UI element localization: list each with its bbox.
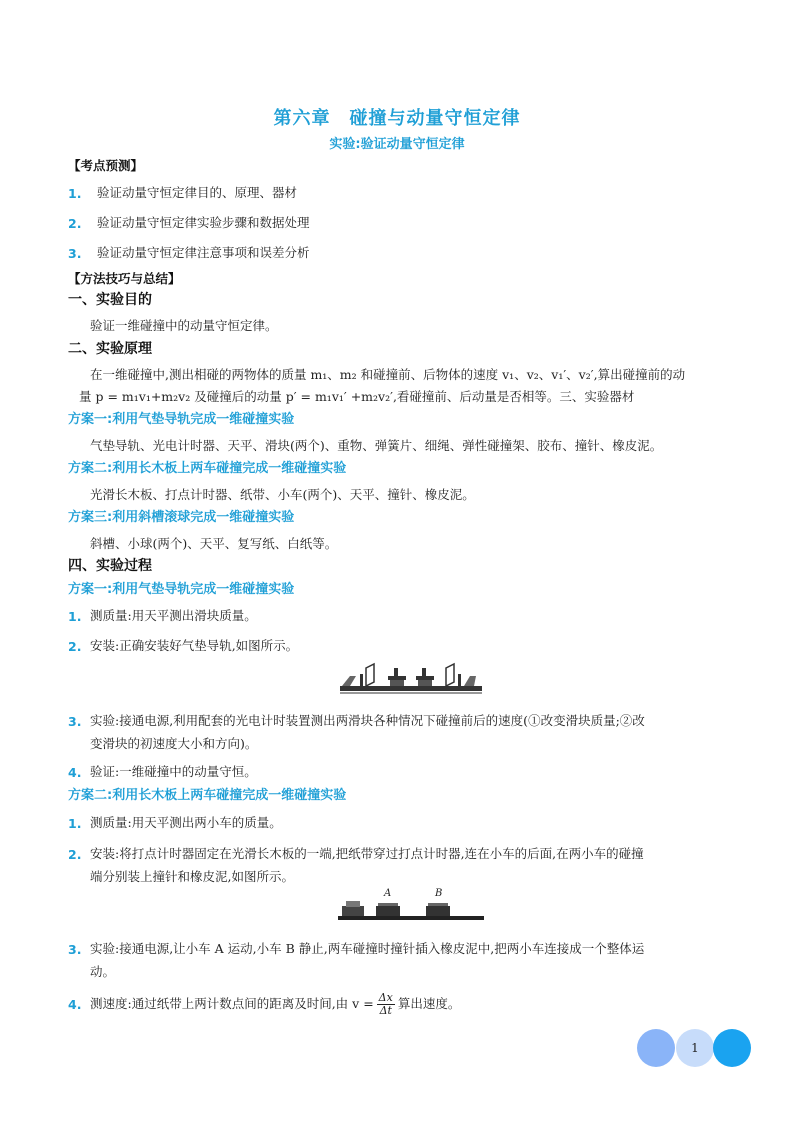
- plan1-step-3: 实验:接通电源,利用配套的光电计时装置测出两滑块各种情况下碰撞前后的速度(①改变滑块质量;②改: [90, 713, 645, 728]
- carts-figure: [338, 888, 484, 924]
- prediction-item-2: 验证动量守恒定律实验步骤和数据处理: [97, 215, 310, 230]
- equipment-plan-2-text: 光滑长木板、打点计时器、纸带、小车(两个)、天平、撞针、橡皮泥。: [90, 487, 475, 502]
- plan2-step-num-1: 1.: [68, 816, 82, 831]
- process-plan-2-title: 方案二:利用长木板上两车碰撞完成一维碰撞实验: [68, 788, 347, 803]
- purpose-text: 验证一维碰撞中的动量守恒定律。: [90, 318, 278, 333]
- plan1-step-2: 安装:正确安装好气垫导轨,如图所示。: [90, 638, 299, 653]
- principle-heading: 二、实验原理: [68, 341, 152, 357]
- page-deco-circle-left: [637, 1029, 675, 1067]
- prediction-num-3: 3.: [68, 246, 82, 261]
- plan1-step-1: 测质量:用天平测出滑块质量。: [90, 608, 257, 623]
- cart-b-label: B: [435, 888, 443, 899]
- plan2-step-num-2: 2.: [68, 847, 82, 862]
- page-number: 1: [691, 1041, 699, 1055]
- plan2-step-num-4: 4.: [68, 997, 82, 1012]
- plan1-step-3-cont: 变滑块的初速度大小和方向)。: [90, 736, 258, 751]
- prediction-item-3: 验证动量守恒定律注意事项和误差分析: [97, 245, 310, 260]
- plan2-step-num-3: 3.: [68, 942, 82, 957]
- plan2-step-4-text-after: 算出速度。: [397, 996, 461, 1011]
- process-heading: 四、实验过程: [68, 558, 152, 574]
- plan1-step-num-4: 4.: [68, 765, 82, 780]
- equipment-plan-3-text: 斜槽、小球(两个)、天平、复写纸、白纸等。: [90, 536, 338, 551]
- plan1-step-num-2: 2.: [68, 639, 82, 654]
- plan2-step-4-text-before: 测速度:通过纸带上两计数点间的距离及时间,由 v =: [90, 996, 374, 1011]
- equipment-plan-3-title: 方案三:利用斜槽滚球完成一维碰撞实验: [68, 510, 295, 525]
- prediction-item-1: 验证动量守恒定律目的、原理、器材: [97, 185, 298, 200]
- page-deco-circle-right: [713, 1029, 751, 1067]
- equipment-plan-1-title: 方案一:利用气垫导轨完成一维碰撞实验: [68, 412, 295, 427]
- experiment-subtitle: 实验:验证动量守恒定律: [329, 137, 465, 152]
- plan2-step-4: [90, 990, 460, 1018]
- fraction-denominator: Δt: [379, 1004, 392, 1017]
- plan1-step-num-3: 3.: [68, 714, 82, 729]
- plan1-step-4: 验证:一维碰撞中的动量守恒。: [90, 764, 257, 779]
- plan2-step-3-cont: 动。: [90, 964, 116, 979]
- summary-heading: 【方法技巧与总结】: [68, 271, 181, 286]
- principle-line-2: 量 p = m₁v₁+m₂v₂ 及碰撞后的动量 p′ = m₁v₁′ +m₂v₂′,看碰撞前、后动量是否相等。三、实验器材: [79, 389, 635, 404]
- process-plan-1-title: 方案一:利用气垫导轨完成一维碰撞实验: [68, 582, 295, 597]
- equipment-plan-2-title: 方案二:利用长木板上两车碰撞完成一维碰撞实验: [68, 461, 347, 476]
- prediction-heading: 【考点预测】: [68, 158, 144, 173]
- plan2-step-1: 测质量:用天平测出两小车的质量。: [90, 815, 282, 830]
- principle-line-1: 在一维碰撞中,测出相碰的两物体的质量 m₁、m₂ 和碰撞前、后物体的速度 v₁、v₂、v₁′、v₂′,算出碰撞前的动: [90, 367, 686, 382]
- air-track-figure: [338, 662, 484, 696]
- velocity-fraction: [377, 992, 395, 1017]
- cart-a-label: A: [384, 888, 392, 899]
- plan2-step-3: 实验:接通电源,让小车 A 运动,小车 B 静止,两车碰撞时撞针插入橡皮泥中,把两小车连接成一个整体运: [90, 941, 645, 956]
- fraction-numerator: Δx: [378, 991, 393, 1004]
- purpose-heading: 一、实验目的: [68, 292, 152, 308]
- chapter-title: 第六章 碰撞与动量守恒定律: [273, 108, 521, 129]
- plan2-step-2-cont: 端分别装上撞针和橡皮泥,如图所示。: [90, 869, 294, 884]
- plan1-step-num-1: 1.: [68, 609, 82, 624]
- prediction-num-1: 1.: [68, 186, 82, 201]
- equipment-plan-1-text: 气垫导轨、光电计时器、天平、滑块(两个)、重物、弹簧片、细绳、弹性碰撞架、胶布、撞针、橡皮泥。: [90, 438, 663, 453]
- prediction-num-2: 2.: [68, 216, 82, 231]
- plan2-step-2: 安装:将打点计时器固定在光滑长木板的一端,把纸带穿过打点计时器,连在小车的后面,在两小车的碰撞: [90, 846, 644, 861]
